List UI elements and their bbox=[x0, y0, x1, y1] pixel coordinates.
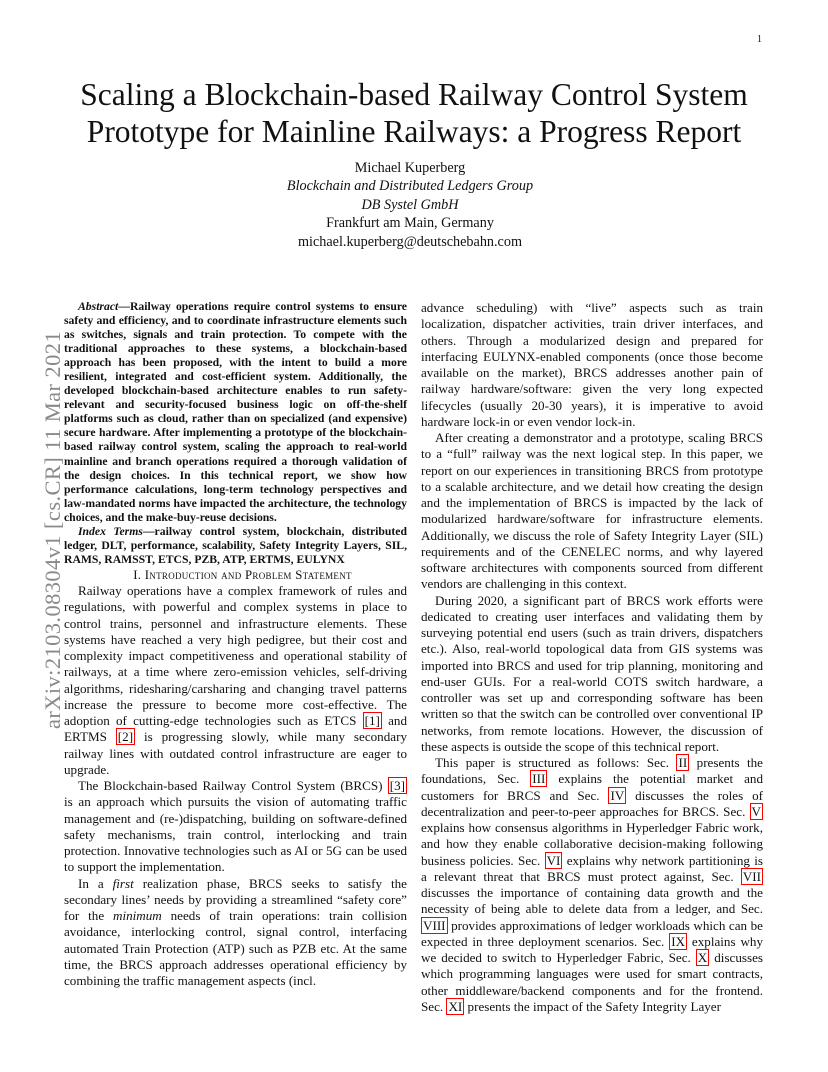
author-name: Michael Kuperberg bbox=[354, 160, 466, 176]
section-link[interactable]: VI bbox=[546, 852, 561, 868]
abstract bbox=[64, 300, 407, 525]
text-run: and ERTMS bbox=[64, 713, 408, 745]
body-paragraph: After creating a demonstrator and a prototype, scaling BRCS to a “full” railway was the next logical step. In this paper, we report on our experiences in transitioning BRCS from prototype to a scalable architecture, and we detail how creating the design and the implementation of BRCS is impacted by the lack of modularized hardware/software for infrastructure elements. Additionally, we discuss the role of Safety Integrity Layer (SIL) requirements and of the CENELEC norms, and why layered software architectures with components sourced from different vendors are challenging in this context. bbox=[421, 430, 763, 592]
body-paragraph bbox=[421, 755, 763, 1015]
section-link[interactable]: VII bbox=[742, 868, 761, 884]
text-run: discusses which programming languages were used for smart contracts, other middleware/backend components and for the frontend. Sec. bbox=[421, 950, 763, 1014]
abstract-text: —Railway operations require control systems to ensure safety and efficiency, and to coordinate infrastructure elements such as switches, signals and train protection. To compete with the traditional approaches to these systems, a blockchain-based approach has been proposed, with the intent to build a more resilient, integrated and cost-efficient system. Additionally, the developed blockchain-based architecture enables to run safety-relevant and security-focused business logic on off-the-shelf platforms such as cloud, rather than on specialized (and expensive) secure hardware. After implementing a prototype of the blockchain-based railway control system, scaling the approach to real-world mainline and branch operations required a thorough validation of the design choices. In this technical report, we show how performance calculations, long-term technology perspectives and law-mandated norms have impacted the architecture, the technology choices, and the make-buy-reuse decisions. bbox=[64, 300, 407, 524]
text-run: realization phase, BRCS seeks to satisfy the secondary lines’ needs by providing a streamlined “safety core” for the bbox=[64, 875, 407, 924]
section-link[interactable]: XI bbox=[448, 998, 463, 1014]
section-link[interactable]: V bbox=[751, 803, 761, 819]
emphasis: first bbox=[112, 875, 134, 891]
title-line-2: Prototype for Mainline Railways: a Progress Report bbox=[86, 114, 742, 149]
text-run: explains how consensus algorithms in Hyperledger Fabric work, and how they enable collaborative decision-making following business policies. Sec. bbox=[421, 820, 763, 868]
text-run: discusses the roles of decentralization and peer-to-peer approaches for BRCS. Sec. bbox=[421, 787, 763, 819]
right-column bbox=[421, 300, 763, 1015]
text-run: explains the potential market and customers for BRCS and Sec. bbox=[421, 771, 764, 803]
text-run: provides approximations of ledger workloads which can be expected in three deployment scenarios. Sec. bbox=[421, 917, 763, 949]
citation-link[interactable]: [1] bbox=[364, 713, 380, 729]
author-block bbox=[180, 159, 640, 251]
index-terms-lead: Index Terms bbox=[78, 524, 143, 538]
text-run: presents the impact of the Safety Integrity Layer bbox=[464, 998, 721, 1014]
body-paragraph bbox=[64, 876, 407, 990]
arxiv-identifier[interactable]: arXiv:2103.08304v1 [cs.CR] 11 Mar 2021 bbox=[40, 330, 65, 730]
section-link[interactable]: VIII bbox=[423, 917, 446, 933]
text-run: In a bbox=[78, 875, 113, 891]
body-paragraph bbox=[64, 778, 407, 876]
index-terms bbox=[64, 525, 407, 567]
text-run: discusses the importance of containing data growth and the necessity of being able to delete data from a ledger, and Sec. bbox=[421, 885, 763, 917]
citation-link[interactable]: [2] bbox=[117, 729, 134, 745]
title-line-1: Scaling a Blockchain-based Railway Control System bbox=[80, 77, 748, 112]
index-terms-text: —railway control system, blockchain, distributed ledger, DLT, performance, scalability, Safety Integrity Layers, SIL, RAMS, RAMSST, ETCS, PZB, ATP, ERTMS, EULYNX bbox=[64, 524, 407, 566]
abstract-lead: Abstract bbox=[78, 300, 119, 313]
text-run: needs of train operations: train collision avoidance, interlocking control, signal control, interfacing automated Train Protection (ATP) such as PZB etc. At the same time, the BRCS approach addresses operational efficiency by combining the traffic management aspects (incl. bbox=[64, 908, 407, 989]
body-paragraph: During 2020, a significant part of BRCS work efforts were dedicated to creating user interfaces and validating them by surveying potential end users (such as train drivers, dispatchers etc.). Also, real-world topological data from GIS systems was imported into BRCS and used for trip planning, monitoring and end-user GUIs. For a real-world COTS switch hardware, a controller was set up and corresponding software has been written so that the switch can be controlled over conventional IP networks, from remote locations. However, the discussion of these aspects is outside the scope of this technical report. bbox=[421, 592, 763, 754]
author-group: Blockchain and Distributed Ledgers Group bbox=[286, 178, 534, 195]
author-company: DB Systel GmbH bbox=[361, 196, 459, 213]
section-link[interactable]: IX bbox=[671, 933, 686, 949]
body-paragraph: advance scheduling) with “live” aspects such as train localization, dispatcher activities, train driver interfaces, and others. Through a modularized design and prepared for interfacing EULYNX-enabled components (once those become available on the market), BRCS addresses another pain of railway hardware/software: given the very long expected lifecycles (usually 20-30 years), it is imperative to avoid hardware lock-in or even vendor lock-in. bbox=[421, 300, 763, 429]
section-link[interactable]: III bbox=[532, 771, 546, 787]
text-run: Railway operations have a complex framework of rules and regulations, with powerful and complex systems in place to control trains, personnel and infrastructure elements. These systems have reached a very high pedigree, but their cost and complexity impact competitiveness and operational stability of railways, at a time where zero-emission vehicles, self-driving algorithms, ridesharing/carsharing and changing travel patterns increase the pressure to become more cost-effective. The adoption of cutting-edge technologies such as ETCS bbox=[64, 583, 407, 729]
author-email[interactable]: michael.kuperberg@deutschebahn.com bbox=[298, 233, 522, 250]
left-column bbox=[64, 300, 407, 989]
citation-link[interactable]: [3] bbox=[389, 778, 405, 794]
text-run: The Blockchain-based Railway Control System (BRCS) bbox=[78, 778, 388, 794]
text-run: explains why we decided to switch to Hyperledger Fabric, Sec. bbox=[421, 933, 763, 965]
text-run: This paper is structured as follows: Sec. bbox=[435, 755, 677, 770]
text-run: is progressing slowly, while many secondary railway lines with outdated control infrastructure are eager to upgrade. bbox=[64, 729, 407, 777]
text-run: presents the foundations, Sec. bbox=[421, 755, 763, 787]
body-paragraph bbox=[64, 583, 407, 778]
section-heading: I. Introduction and Problem Statement bbox=[133, 567, 352, 582]
section-link[interactable]: II bbox=[678, 755, 688, 770]
section-link[interactable]: IV bbox=[610, 787, 625, 803]
text-run: explains why network partitioning is a relevant threat that BRCS must protect against, Sec. bbox=[421, 852, 763, 884]
paper-title bbox=[40, 76, 788, 150]
text-run: is an approach which pursuits the vision of automating traffic management and (re-)dispatching, building on software-defined safety mechanisms, train control, interlocking and train protection. Innovative technologies such as AI or 5G can be used to support the implementation. bbox=[64, 794, 407, 875]
emphasis: minimum bbox=[113, 908, 162, 924]
author-city: Frankfurt am Main, Germany bbox=[326, 215, 494, 232]
section-link[interactable]: X bbox=[697, 950, 708, 965]
page-number: 1 bbox=[757, 34, 762, 45]
